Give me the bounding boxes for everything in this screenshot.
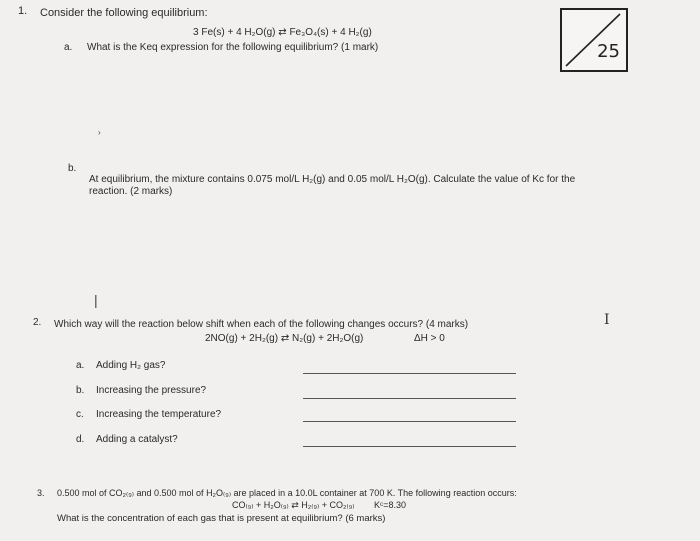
answer-line-2c[interactable] bbox=[303, 421, 516, 422]
question-1b-label: b. bbox=[68, 163, 77, 174]
question-2c-text: Increasing the temperature? bbox=[96, 409, 222, 420]
question-1b-text-line1: At equilibrium, the mixture contains 0.075 mol/L H₂(g) and 0.05 mol/L H₂O(g). Calculate the value of Kc for the bbox=[89, 174, 576, 185]
score-box bbox=[560, 8, 628, 72]
question-1b-text-line2: reaction. (2 marks) bbox=[89, 186, 173, 197]
question-2a-label: a. bbox=[76, 360, 85, 371]
answer-line-2a[interactable] bbox=[303, 373, 516, 374]
question-3-kc: Kᶜ=8.30 bbox=[374, 500, 406, 510]
question-3-line2: What is the concentration of each gas that is present at equilibrium? (6 marks) bbox=[57, 513, 386, 524]
answer-line-2d[interactable] bbox=[303, 446, 516, 447]
question-2d-text: Adding a catalyst? bbox=[96, 434, 178, 445]
question-1-equation: 3 Fe(s) + 4 H₂O(g) ⇄ Fe₃O₄(s) + 4 H₂(g) bbox=[193, 27, 372, 38]
question-2-equation: 2NO(g) + 2H₂(g) ⇄ N₂(g) + 2H₂O(g) bbox=[205, 333, 364, 344]
question-3-number: 3. bbox=[37, 488, 45, 498]
question-1-number: 1. bbox=[18, 5, 28, 17]
question-1a-label: a. bbox=[64, 42, 73, 53]
question-2-text: Which way will the reaction below shift when each of the following changes occurs? (4 marks) bbox=[54, 319, 469, 330]
question-2c-label: c. bbox=[76, 409, 84, 420]
question-2b-text: Increasing the pressure? bbox=[96, 385, 207, 396]
score-value: 25 bbox=[597, 41, 620, 62]
question-2a-text: Adding H₂ gas? bbox=[96, 360, 166, 371]
answer-line-2b[interactable] bbox=[303, 398, 516, 399]
question-3-equation: CO₍₉₎ + H₂O₍₉₎ ⇄ H₂₍₉₎ + CO₂₍₉₎ bbox=[232, 500, 355, 510]
pen-mark: › bbox=[98, 128, 101, 137]
ibeam-cursor-icon: I bbox=[604, 312, 610, 328]
question-2-delta-h: ΔH > 0 bbox=[414, 333, 445, 344]
question-3-line1: 0.500 mol of CO₂₍₉₎ and 0.500 mol of H₂O₍₉₎ are placed in a 10.0L container at 700 K. The following reaction occurs: bbox=[57, 488, 517, 498]
text-cursor: | bbox=[94, 292, 98, 308]
question-1a-text: What is the Keq expression for the following equilibrium? (1 mark) bbox=[87, 42, 379, 53]
question-1-title: Consider the following equilibrium: bbox=[40, 7, 208, 19]
question-2b-label: b. bbox=[76, 385, 85, 396]
question-2d-label: d. bbox=[76, 434, 85, 445]
question-2-number: 2. bbox=[33, 317, 42, 328]
